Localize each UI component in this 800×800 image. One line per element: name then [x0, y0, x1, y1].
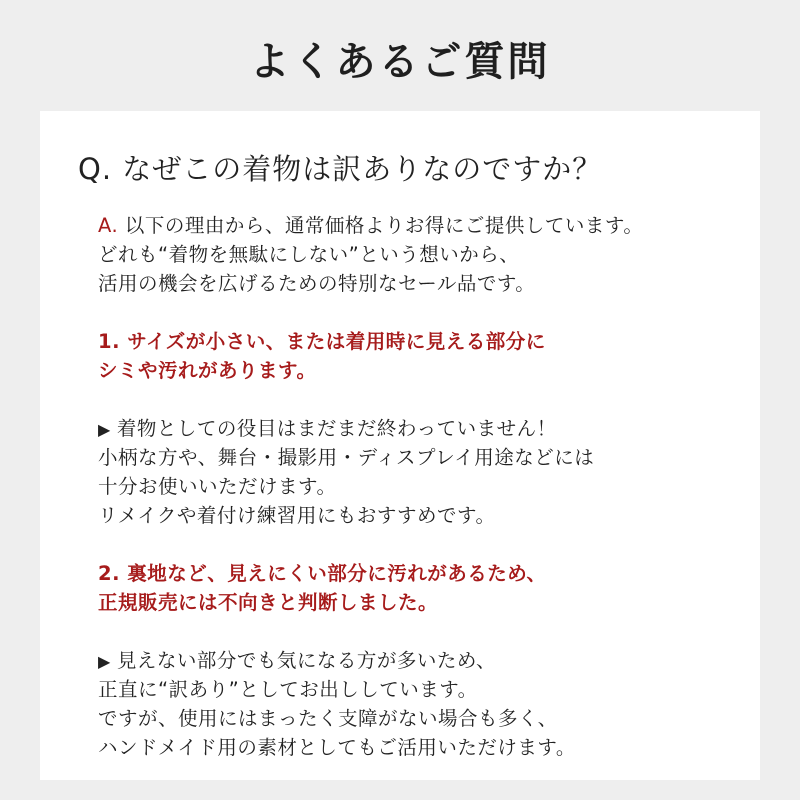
answer-label: A.	[98, 214, 119, 237]
reason-2-text: 見えない部分でも気になる方が多いため、	[116, 649, 497, 672]
faq-question: Q. なぜこの着物は訳ありなのですか？	[78, 152, 603, 186]
answer-line-2: どれも“着物を無駄にしない”という想いから、	[98, 243, 520, 266]
answer-line-1	[98, 211, 748, 240]
reason-2-heading-line-1: 2. 裏地など、見えにくい部分に汚れがあるため、	[98, 562, 547, 585]
spacer	[98, 385, 748, 414]
spacer	[98, 298, 748, 327]
reason-2-line-2: 正直に“訳あり”としてお出ししています。	[98, 678, 478, 701]
reason-2-line-1	[98, 646, 748, 675]
reason-1-line-1	[98, 414, 748, 443]
reason-2-line-4: ハンドメイド用の素材としてもご活用いただけます。	[98, 736, 576, 759]
reason-1-heading-line-1: 1. サイズが小さい、または着用時に見える部分に	[98, 330, 546, 353]
faq-answer	[98, 211, 748, 762]
faq-card	[40, 111, 760, 780]
reason-1-heading-line-2: シミや汚れがあります。	[98, 359, 317, 382]
play-arrow-icon: ▶	[98, 652, 111, 671]
play-arrow-icon: ▶	[98, 420, 111, 439]
reason-1-line-3: 十分お使いいただけます。	[98, 475, 337, 498]
answer-text: 以下の理由から、通常価格よりお得にご提供しています。	[124, 214, 644, 237]
reason-1-line-2: 小柄な方や、舞台・撮影用・ディスプレイ用途などには	[98, 446, 595, 469]
spacer	[98, 530, 748, 559]
answer-line-3: 活用の機会を広げるための特別なセール品です。	[98, 272, 536, 295]
reason-2-line-3: ですが、使用にはまったく支障がない場合も多く、	[98, 707, 558, 730]
reason-2-heading-line-2: 正規販売には不向きと判断しました。	[98, 591, 439, 614]
reason-1-text: 着物としての役目はまだまだ終わっていません！	[116, 417, 557, 440]
reason-1-line-4: リメイクや着付け練習用にもおすすめです。	[98, 504, 496, 527]
page-title: よくあるご質問	[249, 39, 551, 85]
spacer	[98, 617, 748, 646]
